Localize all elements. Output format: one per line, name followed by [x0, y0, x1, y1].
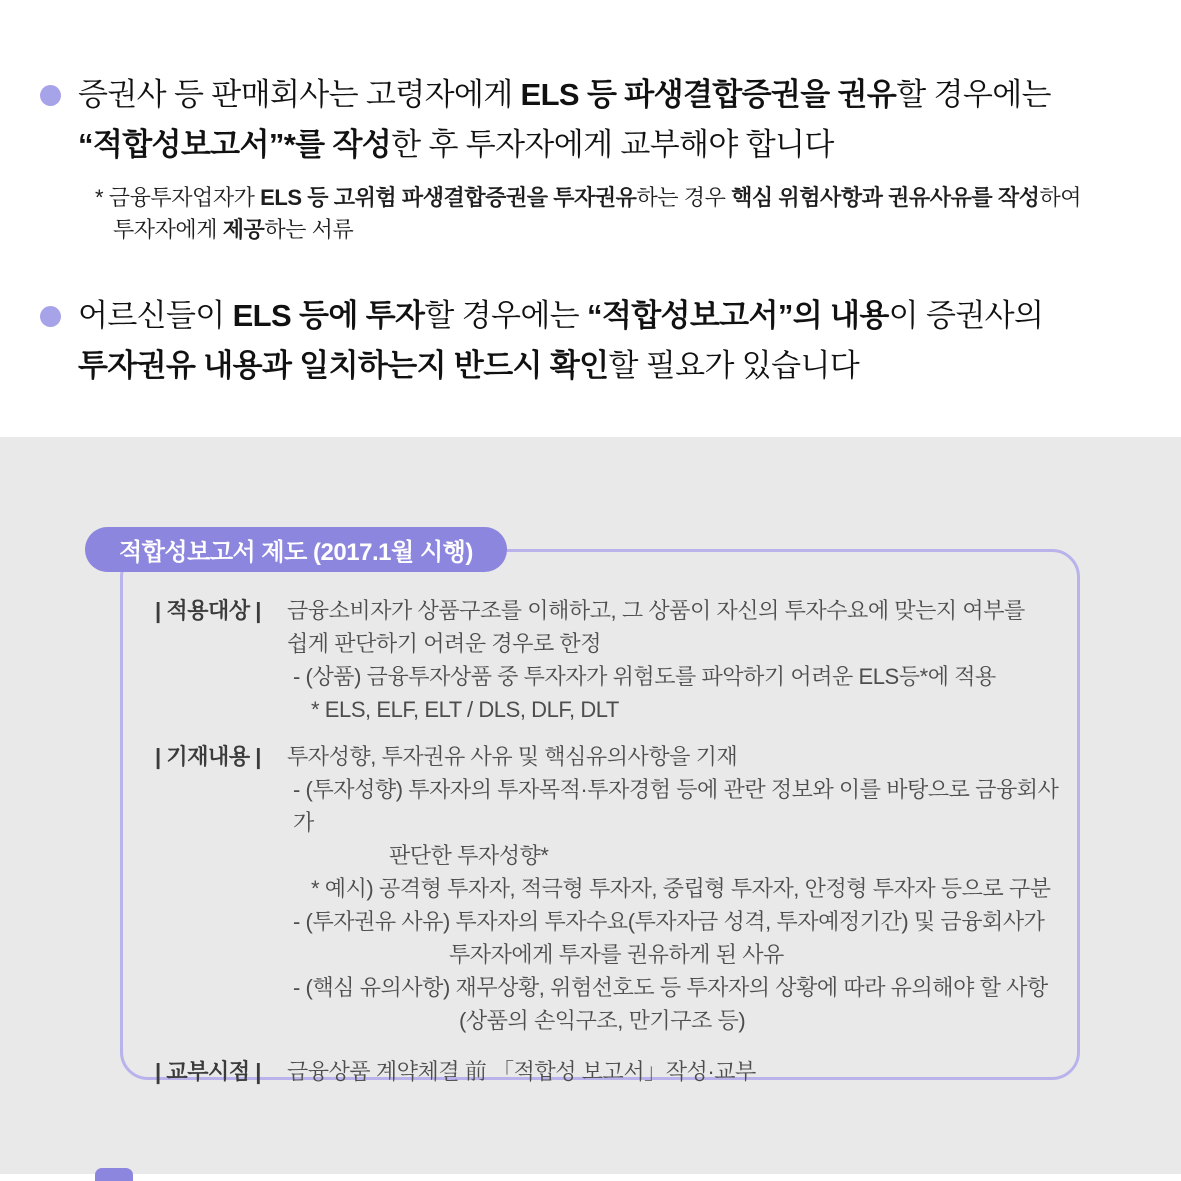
section-row: 투자자에게 투자를 권유하게 된 사유	[449, 942, 784, 967]
section-row: 판단한 투자성향*	[389, 843, 549, 868]
text-segment: 할 경우에는	[424, 298, 587, 333]
section-row: * ELS, ELF, ELT / DLS, DLF, DLT	[311, 697, 619, 722]
section-row: - (상품) 금융투자상품 중 투자자가 위험도를 파악하기 어려운 ELS등*에 적용	[293, 664, 996, 689]
section-rows	[287, 1055, 1059, 1088]
text-segment-bold: 제공	[222, 217, 265, 242]
intro-bullet-1-text	[78, 70, 1165, 170]
text-segment-bold: ELS 등 파생결합증권을 권유	[520, 77, 897, 112]
section-row: - (투자권유 사유) 투자자의 투자수요(투자자금 성격, 투자예정기간) 및 금융회사가	[293, 909, 1045, 934]
section-label: | 교부시점 |	[155, 1059, 262, 1084]
text-segment: 한 후 투자자에게 교부해야 합니다	[391, 127, 834, 162]
text-segment: 하는 경우	[636, 185, 732, 210]
intro-bullet-2-text	[78, 291, 1165, 391]
intro-bullet-1	[40, 70, 1165, 246]
section-row: (상품의 손익구조, 만기구조 등)	[459, 1008, 746, 1033]
section-row: * 예시) 공격형 투자자, 적극형 투자자, 중립형 투자자, 안정형 투자자 등으로 구분	[311, 876, 1051, 901]
section-row: 금융상품 계약체결 前 「적합성 보고서」작성·교부	[287, 1059, 756, 1084]
section-rows	[287, 594, 1059, 726]
text-segment-bold: 투자권유 내용과 일치하는지 반드시 확인	[78, 348, 609, 383]
text-segment-bold: 핵심 위험사항과 권유사유를 작성	[731, 185, 1040, 210]
text-segment: 하여	[1039, 185, 1082, 210]
text-segment: 투자자에게	[113, 217, 223, 242]
text-segment-bold: ELS 등 고위험 파생결합증권을 투자권유	[260, 185, 637, 210]
bullet-dot-icon	[40, 306, 61, 327]
text-segment-bold: ELS 등에 투자	[232, 298, 425, 333]
section-label: | 적용대상 |	[155, 598, 262, 623]
text-segment: 할 경우에는	[896, 77, 1051, 112]
section-apply-target	[155, 594, 1059, 726]
intro-bullet-2	[40, 291, 1165, 391]
section-delivery-time	[155, 1055, 1059, 1088]
text-segment: 이 증권사의	[888, 298, 1044, 333]
bullet-dot-icon	[40, 85, 61, 106]
section-label: | 기재내용 |	[155, 744, 262, 769]
section-contents	[155, 740, 1059, 1037]
text-segment: 할 필요가 있습니다	[608, 348, 860, 383]
section-row: 투자성향, 투자권유 사유 및 핵심유의사항을 기재	[287, 744, 738, 769]
intro-bullet-1-footnote	[78, 182, 1165, 246]
section-rows	[287, 740, 1059, 1037]
text-segment: 어르신들이	[78, 298, 233, 333]
panel-box	[120, 549, 1080, 1084]
panel-title: 적합성보고서 제도 (2017.1월 시행)	[119, 539, 473, 566]
text-segment-bold: “적합성보고서”*를 작성	[78, 127, 392, 162]
section-row: 금융소비자가 상품구조를 이해하고, 그 상품이 자신의 투자수요에 맞는지 여부를	[287, 598, 1025, 623]
section-row: - (핵심 유의사항) 재무상황, 위험선호도 등 투자자의 상황에 따라 유의해야 할 사항	[293, 975, 1048, 1000]
panel-title-badge	[85, 527, 507, 572]
text-segment: * 금융투자업자가	[95, 185, 261, 210]
text-segment: 증권사 등 판매회사는 고령자에게	[78, 77, 521, 112]
cutoff-badge	[95, 1168, 133, 1181]
text-segment: 하는 서류	[264, 217, 354, 242]
section-row: - (투자성향) 투자자의 투자목적·투자경험 등에 관란 정보와 이를 바탕으로 금융회사가	[293, 777, 1059, 835]
text-segment-bold: “적합성보고서”의 내용	[586, 298, 889, 333]
section-row: 쉽게 판단하기 어려운 경우로 한정	[287, 631, 602, 656]
